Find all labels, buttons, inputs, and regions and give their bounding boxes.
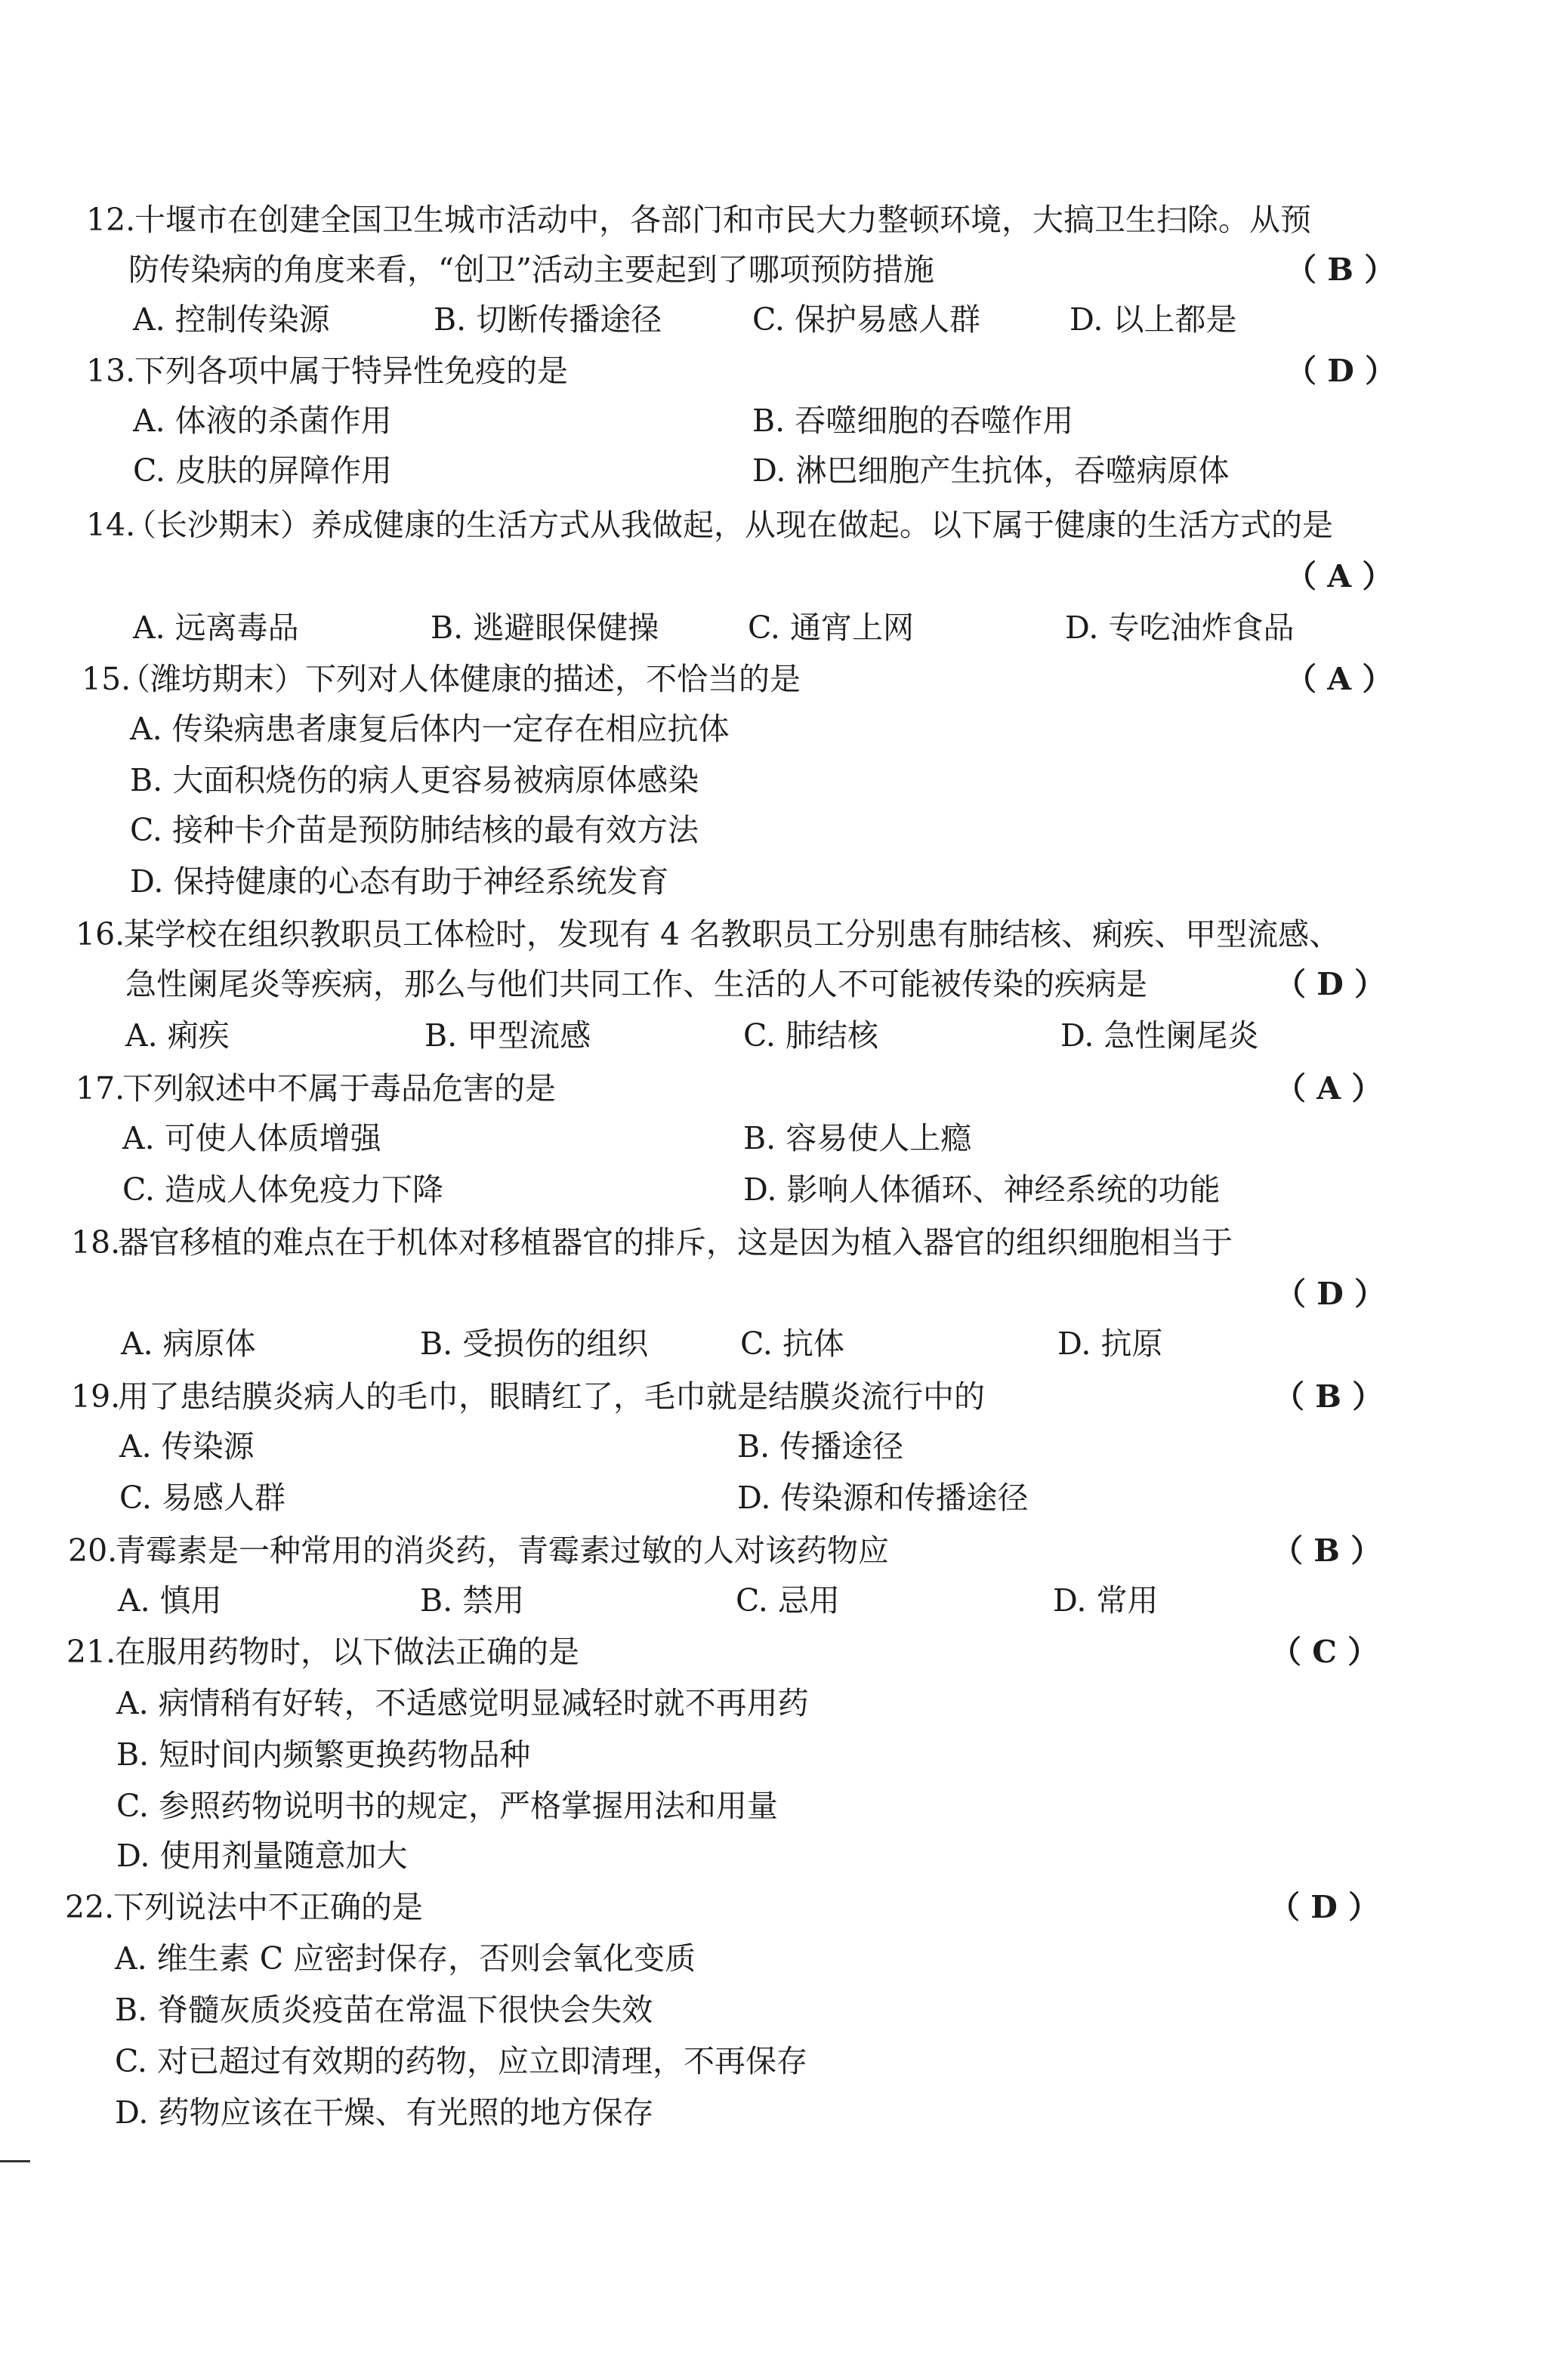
question-16-stem-line-1	[0, 909, 1568, 959]
option-c: C. 易感人群	[119, 1480, 286, 1516]
question-12-stem-line-2	[0, 245, 1568, 295]
option-b: B. 容易使人上瘾	[743, 1120, 972, 1156]
option-c: C. 接种卡介苗是预防肺结核的最有效方法	[130, 812, 699, 848]
option-d: D. 常用	[1053, 1582, 1159, 1619]
question-19-options-row-2	[0, 1473, 1568, 1523]
answer-mark: （ D ）	[1286, 353, 1397, 389]
question-18-stem	[0, 1218, 1568, 1267]
question-17-stem	[0, 1063, 1568, 1113]
option-a: A. 远离毒品	[133, 610, 299, 646]
option-d: D. 药物应该在干燥、有光照的地方保存	[115, 2094, 654, 2131]
answer-mark: （ D ）	[1275, 966, 1386, 1002]
question-15-stem	[0, 654, 1568, 704]
question-number: 20.	[68, 1532, 118, 1569]
option-d: D. 急性阑尾炎	[1060, 1017, 1259, 1054]
question-number: 22.	[65, 1889, 115, 1925]
option-b: B. 受损伤的组织	[420, 1326, 649, 1362]
option-a: A. 传染源	[119, 1428, 255, 1465]
question-19-stem	[0, 1372, 1568, 1421]
question-stem: 防传染病的角度来看，“创卫”活动主要起到了哪项预防措施	[128, 252, 934, 288]
question-21-option-d	[0, 1831, 1568, 1881]
option-b: B. 传播途径	[737, 1428, 904, 1465]
question-16-options	[0, 1011, 1568, 1060]
option-b: B. 大面积烧伤的病人更容易被病原体感染	[130, 762, 699, 798]
question-22-stem	[0, 1882, 1568, 1932]
option-a: A. 控制传染源	[133, 301, 330, 338]
question-number: 13.	[86, 353, 136, 389]
question-13-options-row-1	[0, 396, 1568, 446]
answer-mark: （ B ）	[1272, 1532, 1382, 1569]
question-stem: 下列各项中属于特异性免疫的是	[134, 353, 568, 389]
question-number: 15.	[82, 661, 131, 697]
answer-mark: （ D ）	[1275, 1276, 1386, 1312]
option-c: C. 肺结核	[743, 1017, 878, 1054]
option-a: A. 痢疾	[125, 1017, 230, 1054]
question-17-options-row-2	[0, 1165, 1568, 1215]
option-c: C. 抗体	[740, 1326, 844, 1362]
option-a: A. 可使人体质增强	[122, 1120, 381, 1156]
answer-mark: （ A ）	[1286, 558, 1394, 594]
question-13-options-row-2	[0, 446, 1568, 495]
option-d: D. 专吃油炸食品	[1065, 610, 1295, 646]
question-stem: 器官移植的难点在于机体对移植器官的排斥，这是因为植入器官的组织细胞相当于	[118, 1224, 1233, 1261]
question-18-options	[0, 1319, 1568, 1369]
option-c: C. 参照药物说明书的规定，严格掌握用法和用量	[116, 1788, 778, 1824]
option-a: A. 传染病患者康复后体内一定存在相应抗体	[130, 711, 730, 747]
question-number: 19.	[71, 1378, 121, 1415]
question-13-stem	[0, 346, 1568, 396]
question-number: 12.	[86, 202, 136, 238]
answer-mark: （ A ）	[1275, 1070, 1383, 1107]
question-stem: 十堰市在创建全国卫生城市活动中，各部门和市民大力整顿环境，大搞卫生扫除。从预	[134, 202, 1311, 238]
question-22-option-a	[0, 1934, 1568, 1983]
question-15-option-b	[0, 755, 1568, 805]
answer-mark: （ A ）	[1286, 661, 1394, 697]
question-number: 17.	[76, 1070, 125, 1107]
question-stem: 用了患结膜炎病人的毛巾，眼睛红了，毛巾就是结膜炎流行中的	[118, 1378, 985, 1415]
question-12-options	[0, 295, 1568, 344]
option-a: A. 病情稍有好转，不适感觉明显减轻时就不再用药	[116, 1685, 809, 1721]
question-14-answer-line	[0, 551, 1568, 601]
question-stem: 急性阑尾炎等疾病，那么与他们共同工作、生活的人不可能被传染的疾病是	[125, 966, 1147, 1002]
option-c: C. 保护易感人群	[752, 301, 980, 338]
question-number: 14.	[86, 507, 136, 543]
option-d: D. 使用剂量随意加大	[116, 1838, 408, 1874]
question-15-option-d	[0, 857, 1568, 906]
question-number: 16.	[76, 916, 125, 952]
answer-mark: （ B ）	[1273, 1378, 1384, 1415]
answer-mark: （ B ）	[1286, 252, 1396, 288]
question-stem: 青霉素是一种常用的消炎药，青霉素过敏的人对该药物应	[115, 1532, 889, 1569]
question-12-stem-line-1	[0, 195, 1568, 245]
footer-rule	[0, 2160, 30, 2162]
option-c: C. 忌用	[736, 1582, 840, 1619]
option-a: A. 慎用	[118, 1582, 222, 1619]
question-21-stem	[0, 1627, 1568, 1677]
option-c: C. 对已超过有效期的药物，应立即清理，不再保存	[115, 2043, 807, 2079]
question-16-stem-line-2	[0, 959, 1568, 1009]
option-a: A. 维生素 C 应密封保存，否则会氧化变质	[115, 1940, 696, 1977]
question-20-options	[0, 1576, 1568, 1625]
option-a: A. 体液的杀菌作用	[133, 403, 392, 439]
option-c: C. 通宵上网	[748, 610, 914, 646]
question-stem: 在服用药物时，以下做法正确的是	[115, 1634, 579, 1670]
option-d: D. 影响人体循环、神经系统的功能	[743, 1171, 1221, 1208]
answer-mark: （ D ）	[1269, 1889, 1380, 1925]
option-d: D. 传染源和传播途径	[737, 1480, 1029, 1516]
option-b: B. 逃避眼保健操	[431, 610, 659, 646]
question-14-options	[0, 603, 1568, 653]
option-b: B. 禁用	[420, 1582, 525, 1619]
question-22-option-d	[0, 2088, 1568, 2137]
question-18-answer-line	[0, 1269, 1568, 1319]
option-b: B. 甲型流感	[424, 1017, 591, 1054]
question-15-option-c	[0, 805, 1568, 855]
question-stem: （潍坊期末）下列对人体健康的描述，不恰当的是	[119, 661, 801, 697]
question-stem: 下列说法中不正确的是	[113, 1889, 423, 1925]
option-b: B. 吞噬细胞的吞噬作用	[752, 403, 1074, 439]
option-d: D. 保持健康的心态有助于神经系统发育	[130, 863, 669, 900]
question-number: 21.	[66, 1634, 116, 1670]
option-b: B. 切断传播途径	[434, 301, 662, 338]
option-a: A. 病原体	[121, 1326, 256, 1362]
question-17-options-row-1	[0, 1113, 1568, 1163]
question-20-stem	[0, 1526, 1568, 1576]
question-19-options-row-1	[0, 1421, 1568, 1471]
question-21-option-b	[0, 1730, 1568, 1779]
option-d: D. 抗原	[1057, 1326, 1163, 1362]
option-d: D. 淋巴细胞产生抗体，吞噬病原体	[752, 452, 1230, 489]
option-d: D. 以上都是	[1070, 301, 1237, 338]
question-15-option-a	[0, 704, 1568, 754]
option-c: C. 皮肤的屏障作用	[133, 452, 392, 489]
answer-mark: （ C ）	[1270, 1634, 1379, 1670]
question-number: 18.	[71, 1224, 121, 1261]
question-stem: 下列叙述中不属于毒品危害的是	[122, 1070, 556, 1107]
question-21-option-a	[0, 1678, 1568, 1728]
option-c: C. 造成人体免疫力下降	[122, 1171, 443, 1208]
question-21-option-c	[0, 1781, 1568, 1831]
question-14-stem	[0, 500, 1568, 550]
option-b: B. 短时间内频繁更换药物品种	[116, 1736, 531, 1773]
question-22-option-b	[0, 1985, 1568, 2035]
question-stem: 某学校在组织教职员工体检时，发现有 4 名教职员工分别患有肺结核、痢疾、甲型流感、	[124, 916, 1341, 952]
option-b: B. 脊髓灰质炎疫苗在常温下很快会失效	[115, 1992, 653, 2028]
question-stem: （长沙期末）养成健康的生活方式从我做起，从现在做起。以下属于健康的生活方式的是	[125, 507, 1333, 543]
question-22-option-c	[0, 2036, 1568, 2086]
